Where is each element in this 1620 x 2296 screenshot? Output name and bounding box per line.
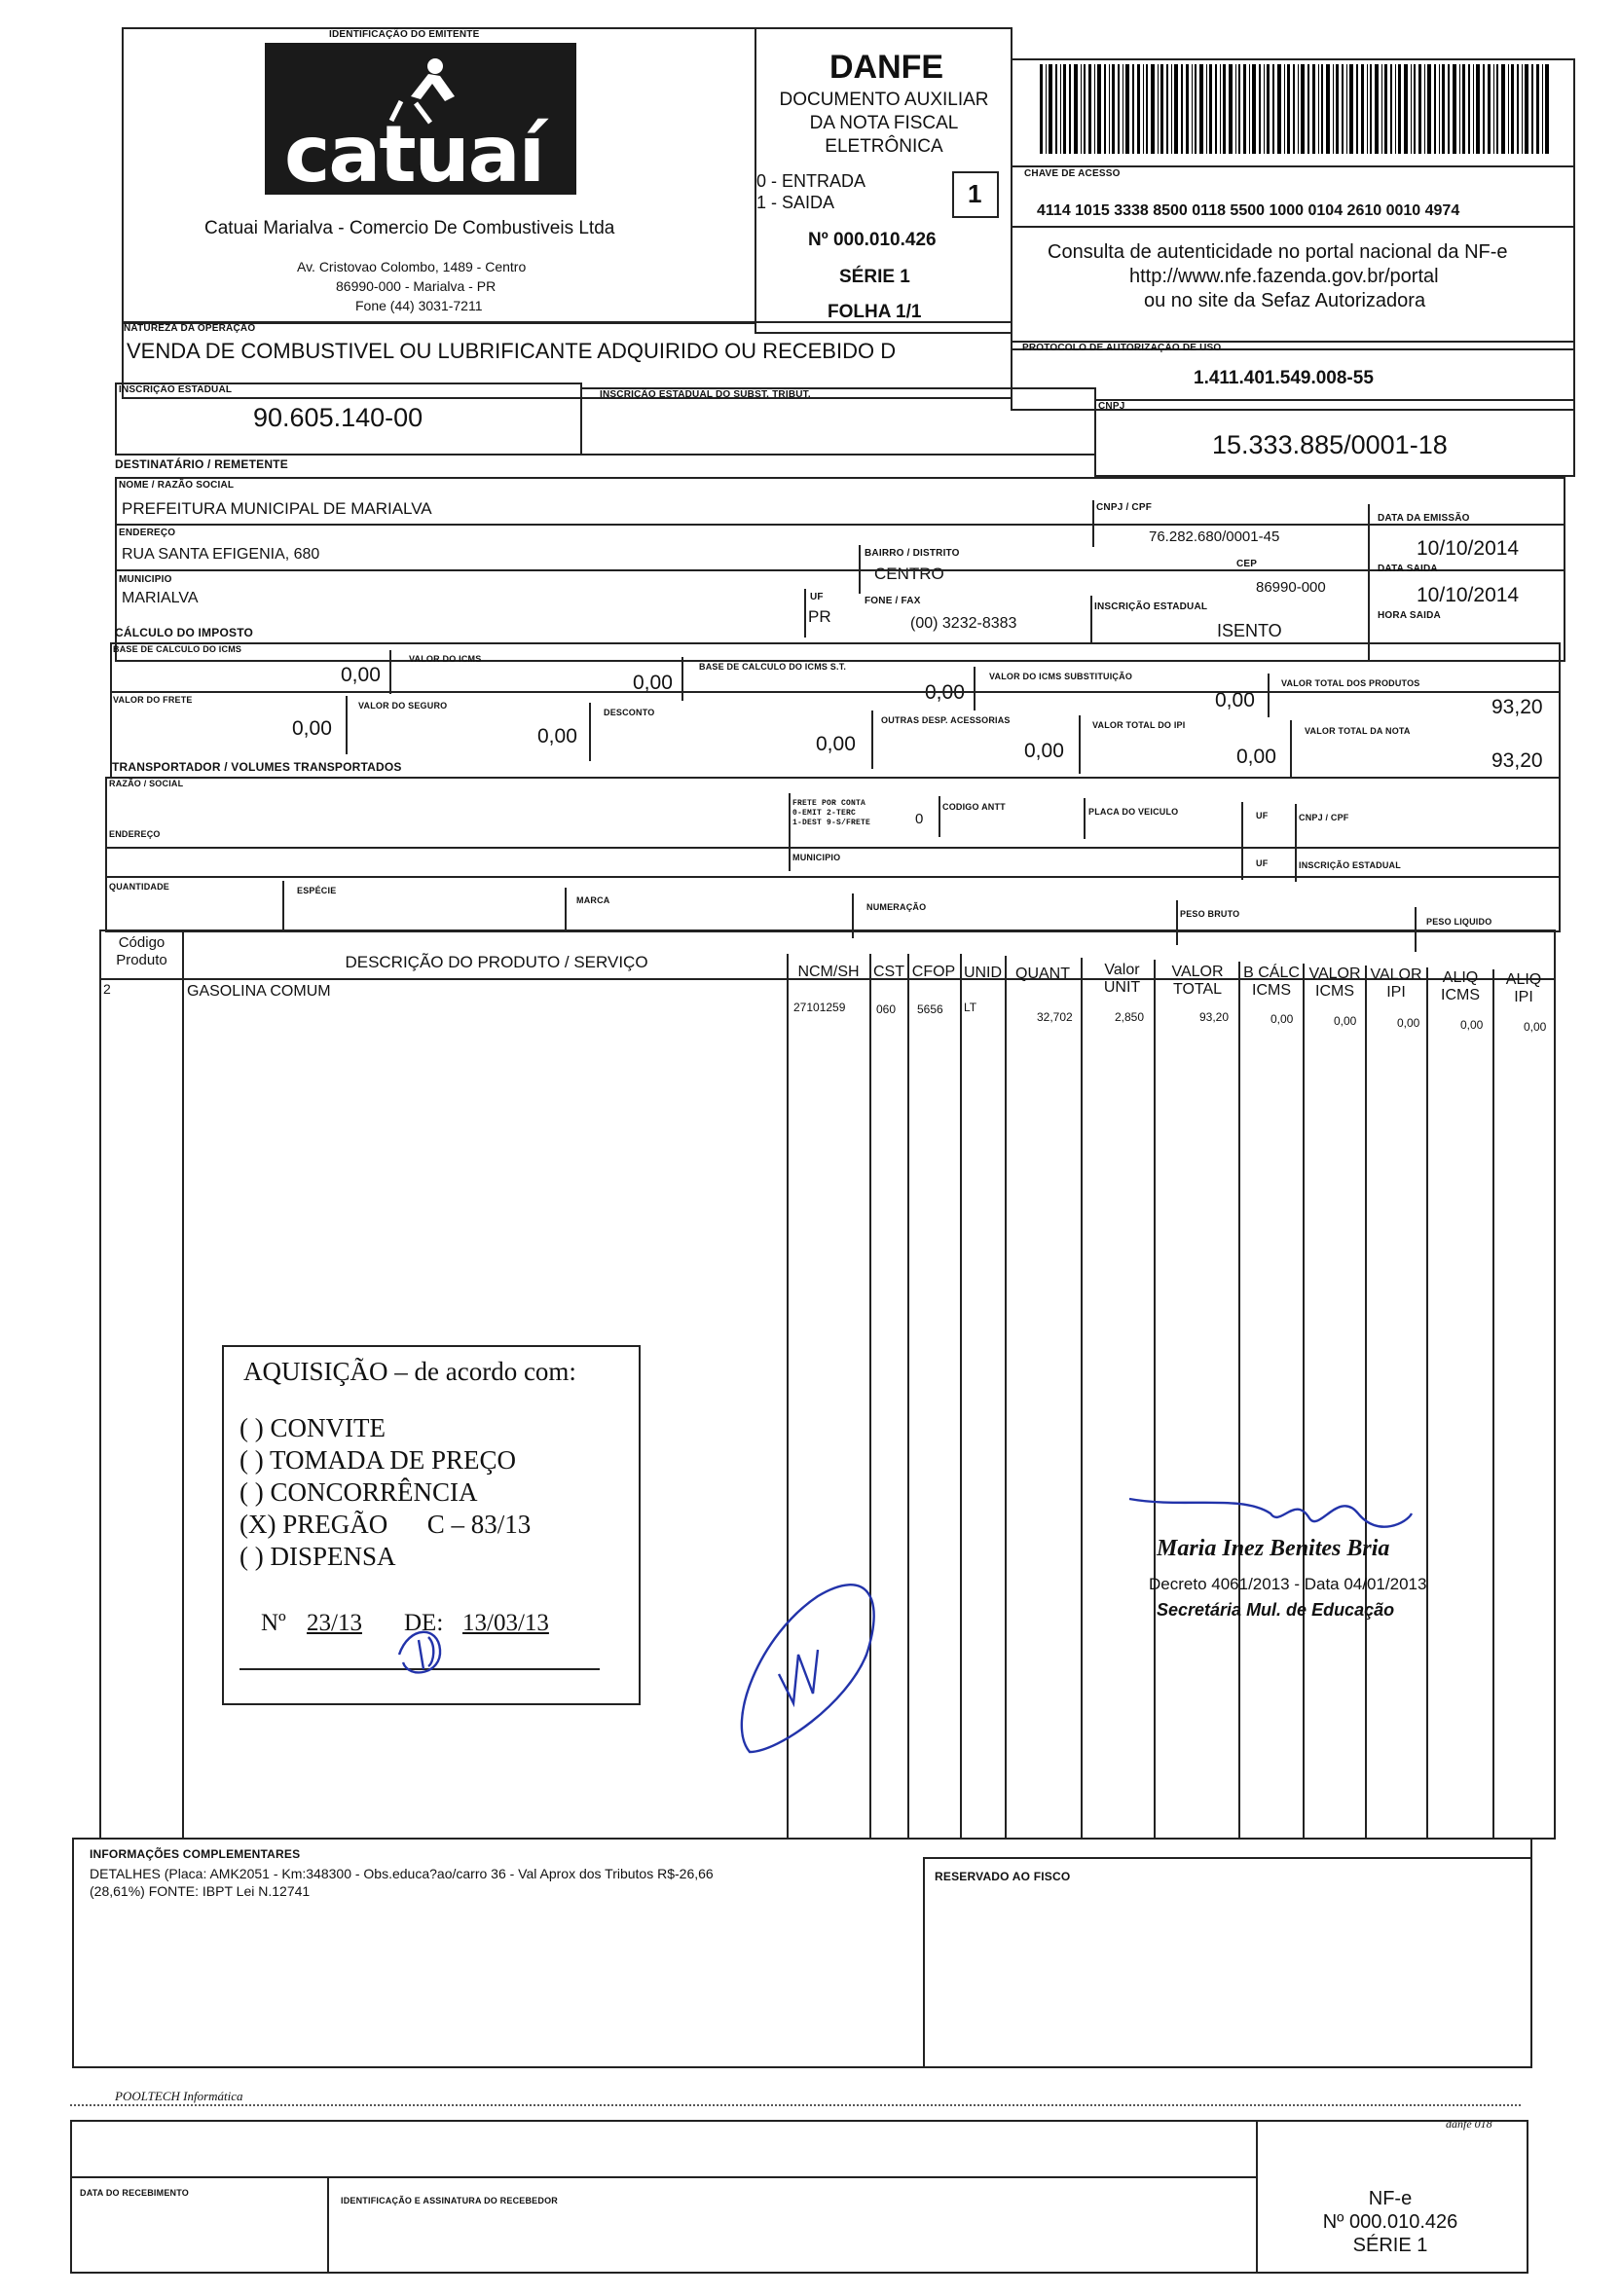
emitente-address1: Av. Cristovao Colombo, 1489 - Centro <box>297 259 527 274</box>
imposto-row-divider <box>110 691 1561 693</box>
outras: 0,00 <box>1024 740 1064 762</box>
base-st-label: BASE DE CALCULO DO ICMS S.T. <box>699 662 847 672</box>
seguro-label: VALOR DO SEGURO <box>358 701 448 711</box>
prod-row-vipi: 0,00 <box>1397 1016 1420 1030</box>
transp-uf-label: UF <box>1256 811 1269 820</box>
logo-text: catuaí <box>284 109 544 200</box>
base-icms-label: BASE DE CALCULO DO ICMS <box>113 644 242 654</box>
emitente-name: Catuai Marialva - Comercio De Combustiveis Ltda <box>204 218 615 238</box>
prod-header-bcicms: B CÁLC ICMS <box>1243 965 1300 999</box>
emitente-section-label: IDENTIFICAÇÃO DO EMITENTE <box>329 29 480 40</box>
transp-razao-label: RAZÃO / SOCIAL <box>109 779 184 788</box>
stamp-signature-mark <box>380 1616 467 1684</box>
stamp-numero-prefix: Nº <box>261 1610 286 1636</box>
prod-col-line-5 <box>960 954 962 1840</box>
transp-row-divider-1 <box>105 847 1561 849</box>
transp-v4 <box>1241 802 1243 880</box>
stamp-line1: ( ) CONVITE <box>239 1413 386 1442</box>
prod-row-bcicms: 0,00 <box>1270 1012 1294 1026</box>
secretaria-cargo: Secretária Mul. de Educação <box>1157 1600 1395 1620</box>
dest-hora-saida-label: HORA SAIDA <box>1378 610 1441 621</box>
cnpj-value: 15.333.885/0001-18 <box>1212 430 1448 459</box>
transp-municipio-label: MUNICIPIO <box>792 853 841 862</box>
dest-endereco-label: ENDEREÇO <box>119 528 176 538</box>
imposto-v7 <box>871 711 873 769</box>
prod-col-line-13 <box>1492 969 1494 1840</box>
info-label: INFORMAÇÕES COMPLEMENTARES <box>90 1847 301 1861</box>
frete-label: VALOR DO FRETE <box>113 695 193 705</box>
transp-frete-label1: FRETE POR CONTA <box>792 799 866 808</box>
transp-frete-value: 0 <box>915 811 924 827</box>
ie-st-label: INSCRIÇÃO ESTADUAL DO SUBST. TRIBUT. <box>600 389 811 400</box>
ie-value: 90.605.140-00 <box>253 403 423 432</box>
dest-cep-label: CEP <box>1236 559 1258 569</box>
dest-fone: (00) 3232-8383 <box>910 615 1017 632</box>
prod-row-codigo: 2 <box>103 981 111 997</box>
prod-row-cst: 060 <box>876 1002 897 1016</box>
company-logo <box>265 43 576 200</box>
stamp-de-prefix: DE: <box>404 1610 444 1636</box>
frete: 0,00 <box>292 717 332 740</box>
total-nota-label: VALOR TOTAL DA NOTA <box>1305 726 1411 736</box>
prod-header-aliqipi: ALIQ IPI <box>1505 971 1542 1005</box>
imposto-v1 <box>389 650 391 694</box>
total-produtos-label: VALOR TOTAL DOS PRODUTOS <box>1281 678 1420 688</box>
stamp-line3: ( ) CONCORRÊNCIA <box>239 1477 478 1507</box>
prod-col-line-9 <box>1238 962 1240 1840</box>
prod-col-line-7 <box>1081 958 1083 1840</box>
transp-marca-label: MARCA <box>576 895 610 905</box>
transportador-section-label: TRANSPORTADOR / VOLUMES TRANSPORTADOS <box>112 760 402 774</box>
dest-bairro: CENTRO <box>874 565 944 583</box>
imposto-v9 <box>1290 720 1292 779</box>
data-recebimento-label: DATA DO RECEBIMENTO <box>80 2188 189 2198</box>
dest-endereco: RUA SANTA EFIGENIA, 680 <box>122 546 320 563</box>
consulta-line2: http://www.nfe.fazenda.gov.br/portal <box>1129 266 1439 287</box>
dest-nome-label: NOME / RAZÃO SOCIAL <box>119 480 235 491</box>
prod-header-vipi: VALOR IPI <box>1370 966 1422 1001</box>
prod-header-codigo: Código Produto <box>116 934 167 968</box>
seguro: 0,00 <box>537 725 577 747</box>
danfe-subtitle3: ELETRÔNICA <box>825 136 943 157</box>
imposto-section-label: CÁLCULO DO IMPOSTO <box>115 626 254 639</box>
prod-header-vtotal: VALOR TOTAL <box>1171 964 1224 998</box>
dest-ie: ISENTO <box>1217 621 1282 640</box>
prod-col-line-6 <box>1005 956 1007 1840</box>
dest-data-saida: 10/10/2014 <box>1417 584 1520 606</box>
recebimento-v1 <box>327 2176 329 2274</box>
valor-icms-label: VALOR DO ICMS <box>409 654 482 664</box>
footer-dotted-line <box>70 2104 1521 2106</box>
dest-cnpj-left-line <box>1092 500 1094 547</box>
secretaria-decreto: Decreto 4061/2013 - Data 04/01/2013 <box>1149 1575 1427 1593</box>
stamp-title: AQUISIÇÃO – de acordo com: <box>243 1357 576 1386</box>
stamp-data: 13/03/13 <box>462 1610 549 1636</box>
transp-peso-liquido-label: PESO LIQUIDO <box>1426 917 1492 927</box>
dest-cnpj-label: CNPJ / CPF <box>1096 502 1153 513</box>
transp-endereco-label: ENDEREÇO <box>109 829 161 839</box>
transp-v7 <box>565 888 567 932</box>
danfe-entrada: 0 - ENTRADA <box>756 171 866 191</box>
natureza-value: VENDA DE COMBUSTIVEL OU LUBRIFICANTE ADQUIRIDO OU RECEBIDO D <box>127 339 897 363</box>
base-icms: 0,00 <box>341 664 381 686</box>
prod-row-vicms: 0,00 <box>1334 1014 1357 1028</box>
blue-signature-icon <box>720 1557 896 1771</box>
prod-header-cfop: CFOP <box>911 964 956 980</box>
destinatario-section-label: DESTINATÁRIO / REMETENTE <box>115 457 288 471</box>
total-nota: 93,20 <box>1491 749 1543 772</box>
transp-row-divider-2 <box>105 876 1561 878</box>
info-line1: DETALHES (Placa: AMK2051 - Km:348300 - Obs.educa?ao/carro 36 - Val Aprox dos Tributos R$-26,66 <box>90 1866 714 1881</box>
footer-software: POOLTECH Informática <box>115 2089 243 2103</box>
stamp-line5: ( ) DISPENSA <box>239 1542 396 1571</box>
prod-row-ncm: 27101259 <box>793 1001 846 1014</box>
dest-ie-label: INSCRIÇÃO ESTADUAL <box>1094 601 1208 612</box>
desconto: 0,00 <box>816 733 856 755</box>
prod-header-ncm: NCM/SH <box>797 964 860 980</box>
dest-uf-label: UF <box>810 592 824 602</box>
footer-form-code: danfe 018 <box>1446 2117 1492 2131</box>
prod-row-vtotal: 93,20 <box>1199 1010 1230 1024</box>
dest-cnpj: 76.282.680/0001-45 <box>1149 528 1280 545</box>
dest-data-saida-label: DATA SAIDA <box>1378 564 1438 574</box>
danfe-saida: 1 - SAIDA <box>756 193 835 212</box>
stamp-line4: (X) PREGÃO C – 83/13 <box>239 1510 532 1539</box>
transp-peso-bruto-label: PESO BRUTO <box>1180 909 1240 919</box>
transp-especie-label: ESPÉCIE <box>297 886 337 895</box>
info-divider <box>923 1857 925 2068</box>
consulta-divider <box>1012 226 1575 228</box>
transp-placa-label: PLACA DO VEICULO <box>1088 807 1179 817</box>
prod-header-aliqicms: ALIQ ICMS <box>1441 969 1480 1003</box>
barcode-icon <box>1040 64 1551 154</box>
transp-antt-label: CODIGO ANTT <box>942 802 1006 812</box>
desconto-label: DESCONTO <box>604 708 655 717</box>
dest-uf: PR <box>808 607 831 626</box>
cnpj-label: CNPJ <box>1098 401 1125 412</box>
prod-header-quant: QUANT <box>1015 966 1070 982</box>
transp-uf2-label: UF <box>1256 858 1269 868</box>
natureza-label: NATUREZA DA OPERAÇÃO <box>124 323 256 334</box>
outras-label: OUTRAS DESP. ACESSORIAS <box>881 715 1011 725</box>
prod-row-cfop: 5656 <box>917 1002 943 1016</box>
valor-icms: 0,00 <box>633 672 673 694</box>
consulta-line1: Consulta de autenticidade no portal nacional da NF-e <box>1048 241 1508 263</box>
transp-v1 <box>789 793 791 871</box>
dest-data-emissao: 10/10/2014 <box>1417 537 1520 560</box>
prod-row-unid: LT <box>964 1001 977 1014</box>
ipi-label: VALOR TOTAL DO IPI <box>1092 720 1186 730</box>
transp-ie-label: INSCRIÇÃO ESTADUAL <box>1299 860 1401 870</box>
prod-col-line-11 <box>1365 966 1367 1840</box>
info-fisco-label: RESERVADO AO FISCO <box>935 1870 1071 1883</box>
protocolo-value: 1.411.401.549.008-55 <box>1194 368 1374 388</box>
chave-value: 4114 1015 3338 8500 0118 5500 1000 0104 2610 0010 4974 <box>1037 202 1460 219</box>
prod-row-vunit: 2,850 <box>1115 1010 1145 1024</box>
prod-col-line-4 <box>907 954 909 1840</box>
stamp-numero: 23/13 <box>307 1610 362 1636</box>
prod-row-descricao: GASOLINA COMUM <box>187 983 331 1000</box>
identificacao-label: IDENTIFICAÇÃO E ASSINATURA DO RECEBEDOR <box>341 2196 558 2205</box>
imposto-v6 <box>589 703 591 761</box>
prod-row-quant: 32,702 <box>1037 1010 1073 1024</box>
transp-v3 <box>1084 798 1086 839</box>
transp-quantidade-label: QUANTIDADE <box>109 882 169 892</box>
prod-col-line-10 <box>1303 964 1305 1840</box>
dest-cep: 86990-000 <box>1256 579 1326 596</box>
secretaria-name: Maria Inez Benites Bria <box>1157 1536 1390 1561</box>
footer-nfe-serie: SÉRIE 1 <box>1352 2235 1428 2256</box>
prod-col-line-12 <box>1426 967 1428 1840</box>
transp-numeracao-label: NUMERAÇÃO <box>866 902 927 912</box>
prod-row-aliqicms: 0,00 <box>1460 1018 1484 1032</box>
dest-municipio: MARIALVA <box>122 590 199 606</box>
info-fisco-top <box>923 1857 1532 1859</box>
transp-frete-label3: 1-DEST 9-S/FRETE <box>792 819 871 827</box>
transp-v6 <box>282 881 284 929</box>
prod-header-vunit: Valor UNIT <box>1103 962 1141 996</box>
valor-st-label: VALOR DO ICMS SUBSTITUIÇÃO <box>989 672 1133 681</box>
transp-frete-label2: 0-EMIT 2-TERC <box>792 809 857 818</box>
imposto-v8 <box>1079 715 1081 774</box>
stamp-line2: ( ) TOMADA DE PREÇO <box>239 1445 517 1475</box>
recebimento-divider <box>70 2176 1258 2178</box>
imposto-v2 <box>681 657 683 701</box>
prod-col-line-8 <box>1154 960 1156 1840</box>
ie-label: INSCRIÇÃO ESTADUAL <box>119 384 233 395</box>
emitente-phone: Fone (44) 3031-7211 <box>355 298 483 313</box>
footer-nfe-label: NF-e <box>1368 2188 1413 2209</box>
danfe-folha: FOLHA 1/1 <box>828 302 922 322</box>
transp-v5 <box>1295 804 1297 882</box>
valor-st: 0,00 <box>1215 689 1255 711</box>
dest-nome: PREFEITURA MUNICIPAL DE MARIALVA <box>122 499 432 518</box>
imposto-v3 <box>974 667 976 711</box>
dest-row-divider-1 <box>115 524 1565 526</box>
dest-data-emissao-label: DATA DA EMISSÃO <box>1378 513 1470 524</box>
info-line2: (28,61%) FONTE: IBPT Lei N.12741 <box>90 1883 311 1899</box>
dest-fone-label: FONE / FAX <box>865 596 921 606</box>
chave-divider <box>1012 165 1575 167</box>
danfe-title: DANFE <box>829 49 944 86</box>
prod-header-vicms: VALOR ICMS <box>1308 966 1361 1000</box>
dest-uf-left-line <box>804 589 806 638</box>
transp-v2 <box>939 796 940 837</box>
chave-label: CHAVE DE ACESSO <box>1024 168 1121 179</box>
emitente-address2: 86990-000 - Marialva - PR <box>336 278 497 294</box>
dest-ie-left-line <box>1090 596 1092 644</box>
dest-date-left-line <box>1368 504 1370 660</box>
dest-bairro-label: BAIRRO / DISTRITO <box>865 548 960 559</box>
danfe-numero: Nº 000.010.426 <box>808 230 937 250</box>
imposto-v4 <box>1268 674 1270 717</box>
prod-col-line-1 <box>182 929 184 1840</box>
danfe-tipo: 1 <box>968 179 982 208</box>
transp-cnpj-label: CNPJ / CPF <box>1299 813 1349 822</box>
consulta-line3: ou no site da Sefaz Autorizadora <box>1144 290 1426 311</box>
prod-row-aliqipi: 0,00 <box>1524 1020 1547 1034</box>
prod-header-descricao: DESCRIÇÃO DO PRODUTO / SERVIÇO <box>345 953 648 971</box>
ipi: 0,00 <box>1236 746 1276 768</box>
prod-header-unid: UNID <box>963 965 1003 981</box>
dest-municipio-label: MUNICIPIO <box>119 574 172 585</box>
danfe-subtitle2: DA NOTA FISCAL <box>809 113 959 133</box>
danfe-subtitle1: DOCUMENTO AUXILIAR <box>779 90 989 110</box>
footer-nfe-numero: Nº 000.010.426 <box>1322 2211 1458 2233</box>
base-st: 0,00 <box>925 681 965 704</box>
danfe-serie: SÉRIE 1 <box>839 267 910 287</box>
dest-row-divider-2 <box>115 569 1565 571</box>
total-produtos: 93,20 <box>1491 696 1543 718</box>
protocolo-label: PROTOCOLO DE AUTORIZAÇÃO DE USO <box>1022 343 1222 353</box>
imposto-v5 <box>346 696 348 754</box>
prod-header-cst: CST <box>873 964 904 980</box>
